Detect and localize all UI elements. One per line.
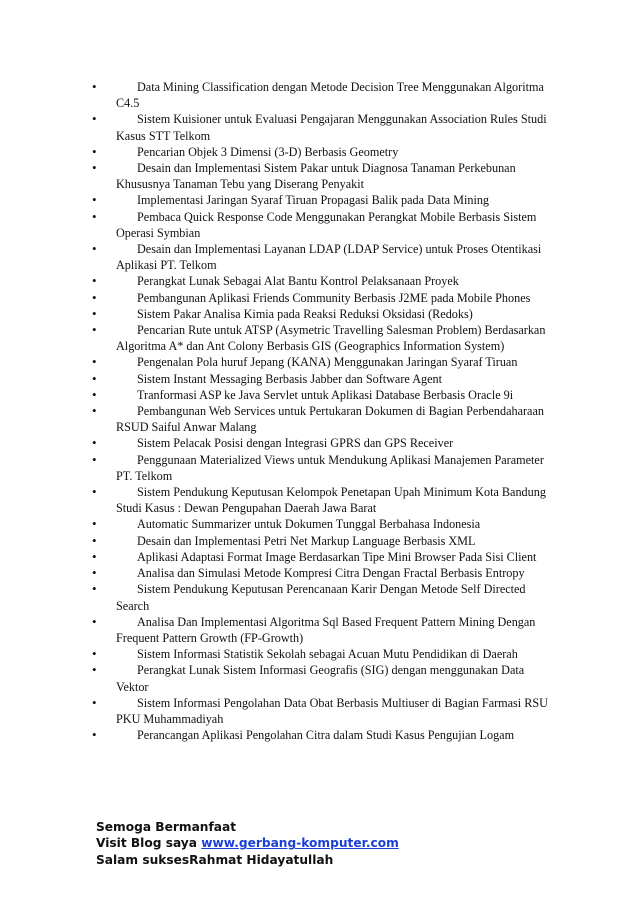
list-item-text: Analisa Dan Implementasi Algoritma Sql Based Frequent Pattern Mining Dengan Frequent Pattern Growth (FP-Growth) <box>116 614 536 645</box>
list-item-text: Desain dan Implementasi Petri Net Markup Language Berbasis XML <box>137 533 476 548</box>
list-item-text: Implementasi Jaringan Syaraf Tiruan Propagasi Balik pada Data Mining <box>137 193 490 208</box>
list-item-text: Pembangunan Web Services untuk Pertukaran Dokumen di Bagian Perbendaharaan RSUD Saiful Anwar Malang <box>116 404 544 435</box>
list-item <box>92 144 552 160</box>
list-item <box>92 290 552 306</box>
footer <box>96 819 536 868</box>
list-item-text: Analisa dan Simulasi Metode Kompresi Citra Dengan Fractal Berbasis Entropy <box>137 566 525 581</box>
list-item <box>92 306 552 322</box>
bullet-icon: • <box>92 403 97 419</box>
list-item-text: Data Mining Classification dengan Metode Decision Tree Menggunakan Algoritma C4.5 <box>116 80 544 111</box>
list-item-text: Sistem Informasi Pengolahan Data Obat Berbasis Multiuser di Bagian Farmasi RSU PKU Muhammadiyah <box>116 695 548 726</box>
list-item <box>92 565 552 581</box>
list-item <box>92 662 552 694</box>
list-item <box>92 516 552 532</box>
bullet-icon: • <box>92 662 97 678</box>
list-item <box>92 727 552 743</box>
bullet-icon: • <box>92 370 97 386</box>
bullet-icon: • <box>92 581 97 597</box>
bullet-icon: • <box>92 354 97 370</box>
list-item-text: Aplikasi Adaptasi Format Image Berdasarkan Tipe Mini Browser Pada Sisi Client <box>137 549 537 564</box>
list-item <box>92 241 552 273</box>
bullet-icon: • <box>92 192 97 208</box>
list-item-text: Penggunaan Materialized Views untuk Mendukung Aplikasi Manajemen Parameter PT. Telkom <box>116 452 544 483</box>
list-item-text: Sistem Pakar Analisa Kimia pada Reaksi Reduksi Oksidasi (Redoks) <box>137 306 473 321</box>
list-item <box>92 646 552 662</box>
bullet-icon: • <box>92 208 97 224</box>
bullet-icon: • <box>92 694 97 710</box>
list-item-text: Perangkat Lunak Sistem Informasi Geografis (SIG) dengan menggunakan Data Vektor <box>116 663 525 694</box>
list-item <box>92 452 552 484</box>
list-item <box>92 371 552 387</box>
blog-link[interactable]: www.gerbang-komputer.com <box>201 836 399 851</box>
list-item-text: Sistem Instant Messaging Berbasis Jabber dan Software Agent <box>137 371 442 386</box>
list-item <box>92 435 552 451</box>
list-item <box>92 192 552 208</box>
list-item <box>92 322 552 354</box>
list-item <box>92 387 552 403</box>
bullet-icon: • <box>92 548 97 564</box>
list-item-text: Perangkat Lunak Sebagai Alat Bantu Kontrol Pelaksanaan Proyek <box>137 274 459 289</box>
list-item-text: Pembangunan Aplikasi Friends Community Berbasis J2ME pada Mobile Phones <box>137 290 531 305</box>
list-item <box>92 695 552 727</box>
bullet-icon: • <box>92 451 97 467</box>
bullet-icon: • <box>92 646 97 662</box>
list-item <box>92 549 552 565</box>
list-item <box>92 403 552 435</box>
bullet-icon: • <box>92 111 97 127</box>
list-item-text: Pencarian Objek 3 Dimensi (3-D) Berbasis Geometry <box>137 144 399 159</box>
list-item <box>92 614 552 646</box>
bullet-icon: • <box>92 305 97 321</box>
list-item <box>92 79 552 111</box>
bullet-icon: • <box>92 516 97 532</box>
list-item <box>92 484 552 516</box>
list-item-text: Desain dan Implementasi Layanan LDAP (LDAP Service) untuk Proses Otentikasi Aplikasi PT. Telkom <box>116 242 542 273</box>
bullet-icon: • <box>92 322 97 338</box>
list-item-text: Pencarian Rute untuk ATSP (Asymetric Travelling Salesman Problem) Berdasarkan Algoritma A* dan Ant Colony Berbasis GIS (Geographics Information System) <box>116 323 546 354</box>
list-item <box>92 273 552 289</box>
list-item <box>92 111 552 143</box>
bullet-icon: • <box>92 160 97 176</box>
bullet-icon: • <box>92 532 97 548</box>
list-item-text: Sistem Pendukung Keputusan Perencanaan Karir Dengan Metode Self Directed Search <box>116 582 526 613</box>
list-item-text: Automatic Summarizer untuk Dokumen Tunggal Berbahasa Indonesia <box>137 517 481 532</box>
list-item-text: Sistem Kuisioner untuk Evaluasi Pengajaran Menggunakan Association Rules Studi Kasus STT Telkom <box>116 112 547 143</box>
bullet-icon: • <box>92 386 97 402</box>
bullet-icon: • <box>92 727 97 743</box>
list-item-text: Sistem Pelacak Posisi dengan Integrasi GPRS dan GPS Receiver <box>137 436 454 451</box>
bullet-icon: • <box>92 289 97 305</box>
list-item <box>92 581 552 613</box>
list-item <box>92 354 552 370</box>
bullet-icon: • <box>92 143 97 159</box>
list-item-text: Sistem Pendukung Keputusan Kelompok Penetapan Upah Minimum Kota Bandung Studi Kasus : Dewan Pengupahan Daerah Jawa Barat <box>116 485 546 516</box>
list-item-text: Sistem Informasi Statistik Sekolah sebagai Acuan Mutu Pendidikan di Daerah <box>137 647 518 662</box>
bullet-icon: • <box>92 273 97 289</box>
list-item-text: Tranformasi ASP ke Java Servlet untuk Aplikasi Database Berbasis Oracle 9i <box>137 387 514 402</box>
footer-blog-prefix: Visit Blog saya <box>96 836 202 851</box>
list-item-text: Pengenalan Pola huruf Jepang (KANA) Menggunakan Jaringan Syaraf Tiruan <box>137 355 518 370</box>
bullet-icon: • <box>92 613 97 629</box>
bullet-icon: • <box>92 565 97 581</box>
bullet-icon: • <box>92 241 97 257</box>
list-item <box>92 209 552 241</box>
bullet-icon: • <box>92 484 97 500</box>
footer-greeting: Semoga Bermanfaat <box>96 820 237 834</box>
list-item-text: Pembaca Quick Response Code Menggunakan Perangkat Mobile Berbasis Sistem Operasi Symbian <box>116 209 537 240</box>
list-item <box>92 533 552 549</box>
footer-blog-line <box>96 835 536 851</box>
footer-signature: Salam suksesRahmat Hidayatullah <box>96 852 334 867</box>
list-item-text: Desain dan Implementasi Sistem Pakar untuk Diagnosa Tanaman Perkebunan Khususnya Tanaman Tebu yang Diserang Penyakit <box>116 161 516 192</box>
bullet-icon: • <box>92 79 97 94</box>
list-item-text: Perancangan Aplikasi Pengolahan Citra dalam Studi Kasus Pengujian Logam <box>137 728 515 743</box>
topic-list <box>92 79 552 743</box>
bullet-icon: • <box>92 435 97 451</box>
list-item <box>92 160 552 192</box>
